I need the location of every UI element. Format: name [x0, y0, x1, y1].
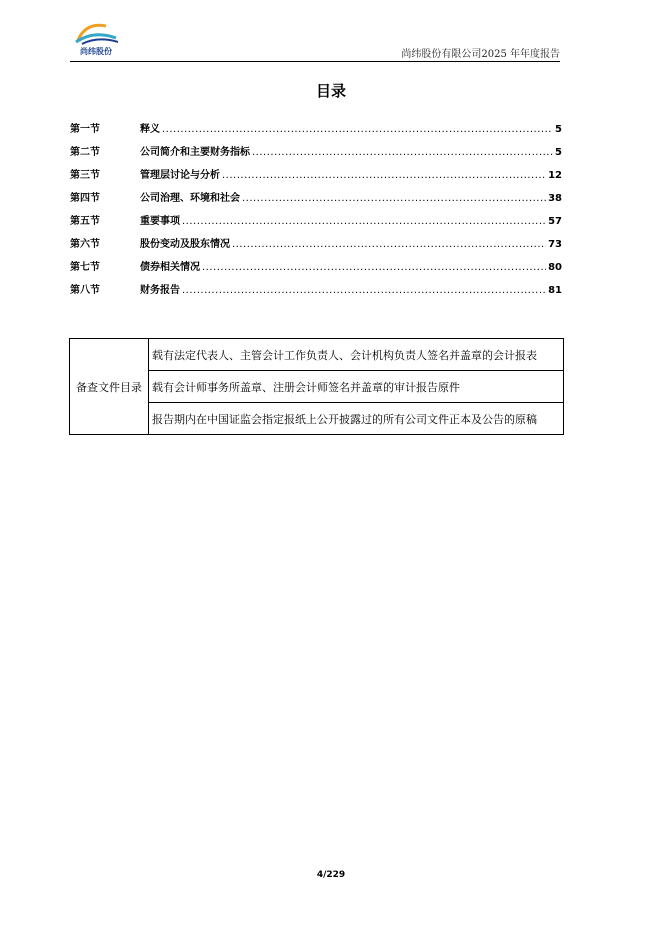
toc-page-number: 57 [548, 216, 562, 227]
toc-section-title: 财务报告 [140, 285, 180, 296]
header-divider [70, 61, 560, 62]
toc-section-number: 第五节 [70, 216, 100, 227]
toc-section-title: 股份变动及股东情况 [140, 239, 230, 250]
toc-leader-dots [182, 216, 546, 227]
toc-page-number: 5 [555, 124, 562, 135]
toc-page-number: 80 [548, 262, 562, 273]
reference-file-item: 报告期内在中国证监会指定报纸上公开披露过的所有公司文件正本及公告的原稿 [149, 403, 564, 435]
toc-section-number: 第四节 [70, 193, 100, 204]
toc-section-title: 释义 [140, 124, 160, 135]
toc-page-number: 73 [548, 239, 562, 250]
toc-entry[interactable] [70, 258, 562, 281]
reference-file-item: 载有会计师事务所盖章、注册会计师签名并盖章的审计报告原件 [149, 371, 564, 403]
toc-entry[interactable] [70, 281, 562, 304]
toc-entry[interactable] [70, 235, 562, 258]
toc-page-number: 38 [548, 193, 562, 204]
reference-files-label: 备查文件目录 [70, 339, 149, 435]
toc-leader-dots [242, 193, 546, 204]
toc-page-number: 12 [548, 170, 562, 181]
report-header-title: 尚纬股份有限公司2025 年年度报告 [401, 49, 560, 60]
table-of-contents [70, 120, 562, 304]
toc-section-number: 第六节 [70, 239, 100, 250]
toc-entry[interactable] [70, 212, 562, 235]
toc-page-number: 81 [548, 285, 562, 296]
page-number: 4/229 [316, 870, 346, 880]
logo-emblem-icon [72, 20, 120, 46]
toc-leader-dots [222, 170, 546, 181]
toc-section-title: 公司简介和主要财务指标 [140, 147, 250, 158]
toc-leader-dots [252, 147, 553, 158]
toc-section-title: 债券相关情况 [140, 262, 200, 273]
toc-section-number: 第八节 [70, 285, 100, 296]
toc-section-number: 第一节 [70, 124, 100, 135]
toc-section-number: 第二节 [70, 147, 100, 158]
toc-entry[interactable] [70, 143, 562, 166]
toc-leader-dots [162, 124, 553, 135]
toc-section-number: 第三节 [70, 170, 100, 181]
toc-leader-dots [232, 239, 546, 250]
toc-section-title: 重要事项 [140, 216, 180, 227]
toc-section-title: 公司治理、环境和社会 [140, 193, 240, 204]
toc-entry[interactable] [70, 166, 562, 189]
reference-files-table [69, 338, 564, 435]
toc-leader-dots [202, 262, 546, 273]
toc-entry[interactable] [70, 189, 562, 212]
company-logo [72, 20, 120, 58]
reference-file-item: 载有法定代表人、主管会计工作负责人、会计机构负责人签名并盖章的会计报表 [149, 339, 564, 371]
page-title: 目录 [315, 82, 346, 100]
toc-entry[interactable] [70, 120, 562, 143]
toc-page-number: 5 [555, 147, 562, 158]
toc-leader-dots [182, 285, 546, 296]
toc-section-number: 第七节 [70, 262, 100, 273]
toc-section-title: 管理层讨论与分析 [140, 170, 220, 181]
table-row [70, 339, 564, 371]
logo-text: 尚纬股份 [80, 47, 112, 56]
